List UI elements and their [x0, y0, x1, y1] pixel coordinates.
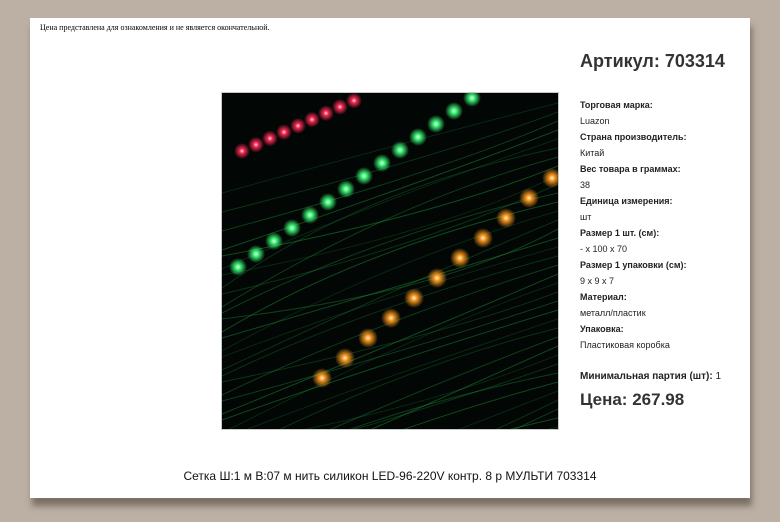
spec-label: Торговая марка: — [580, 100, 653, 110]
article-label: Артикул: — [580, 51, 660, 71]
article-value: 703314 — [664, 51, 725, 71]
spec-value: металл/пластик — [580, 308, 646, 318]
price-disclaimer: Цена представлена для ознакомления и не является окончательной. — [40, 23, 270, 32]
product-title: Сетка Ш:1 м В:07 м нить силикон LED-96-220V контр. 8 р МУЛЬТИ 703314 — [183, 469, 597, 483]
price — [580, 390, 684, 410]
min-order-value: 1 — [715, 371, 722, 382]
spec-value: Пластиковая коробка — [580, 340, 670, 350]
spec-label: Страна производитель: — [580, 132, 687, 142]
product-photo — [221, 92, 559, 430]
price-label: Цена: — [580, 390, 628, 409]
led-net-image — [222, 93, 558, 429]
spec-value: Китай — [580, 148, 605, 158]
spec-value: - x 100 x 70 — [580, 244, 628, 254]
spec-value: Luazon — [580, 116, 610, 126]
product-sheet — [30, 18, 750, 498]
spec-value: шт — [580, 212, 592, 222]
price-value: 267.98 — [632, 390, 685, 409]
spec-value: 38 — [580, 180, 591, 190]
article-number — [580, 51, 725, 72]
spec-value: 9 x 9 x 7 — [580, 276, 615, 286]
spec-label: Размер 1 упаковки (см): — [580, 260, 687, 270]
spec-label: Упаковка: — [580, 324, 624, 334]
min-order — [580, 371, 721, 382]
spec-label: Размер 1 шт. (см): — [580, 228, 660, 238]
spec-label: Материал: — [580, 292, 627, 302]
spec-label: Единица измерения: — [580, 196, 673, 206]
min-order-label: Минимальная партия (шт): — [580, 371, 713, 382]
spec-list — [580, 97, 745, 353]
spec-label: Вес товара в граммах: — [580, 164, 681, 174]
